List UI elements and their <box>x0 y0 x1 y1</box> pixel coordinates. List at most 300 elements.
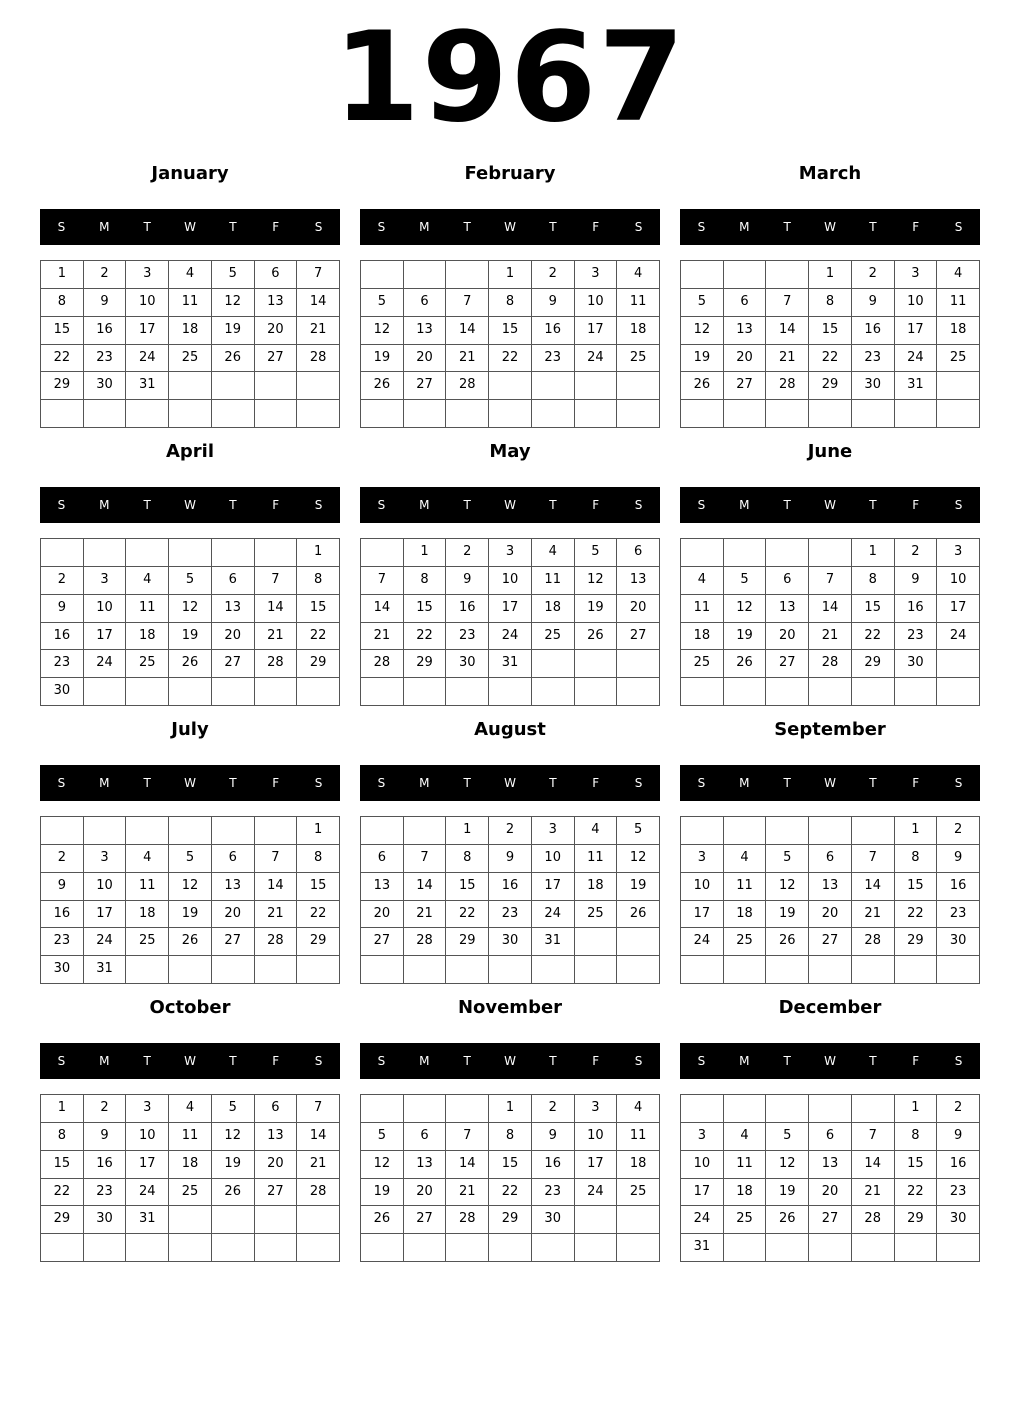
day-cell: 20 <box>809 1179 852 1207</box>
day-cell: 11 <box>724 873 767 901</box>
day-cell: 23 <box>852 345 895 373</box>
day-cell: 5 <box>724 567 767 595</box>
empty-day-cell <box>361 817 404 845</box>
day-cell: 24 <box>575 1179 618 1207</box>
weekday-label: M <box>99 498 110 512</box>
day-cell: 30 <box>84 372 127 400</box>
day-cell: 30 <box>41 678 84 706</box>
month-name: June <box>807 441 853 462</box>
weekday-header <box>40 765 340 801</box>
empty-day-cell <box>255 956 298 984</box>
empty-day-cell <box>681 1095 724 1123</box>
weekday-label: S <box>697 776 706 790</box>
day-cell: 2 <box>532 1095 575 1123</box>
day-cell: 15 <box>895 1151 938 1179</box>
weekday-label: T <box>869 1054 877 1068</box>
empty-day-cell <box>446 1095 489 1123</box>
day-cell: 15 <box>446 873 489 901</box>
day-cell: 14 <box>361 595 404 623</box>
day-cell: 4 <box>617 261 660 289</box>
empty-day-cell <box>617 678 660 706</box>
weekday-header <box>680 209 980 245</box>
weekday-label: W <box>824 1054 836 1068</box>
days-grid <box>680 538 980 706</box>
empty-day-cell <box>404 956 447 984</box>
weekday-label: T <box>783 776 791 790</box>
day-cell: 15 <box>404 595 447 623</box>
day-cell: 21 <box>297 1151 340 1179</box>
day-cell: 3 <box>681 1123 724 1151</box>
weekday-label: T <box>229 220 237 234</box>
day-cell: 18 <box>126 901 169 929</box>
day-cell: 27 <box>766 650 809 678</box>
day-cell: 15 <box>809 317 852 345</box>
weekday-label: S <box>57 776 66 790</box>
day-cell: 12 <box>212 1123 255 1151</box>
empty-day-cell <box>852 956 895 984</box>
month-name: March <box>798 163 862 184</box>
weekday-label: T <box>143 498 151 512</box>
day-cell: 19 <box>724 623 767 651</box>
empty-day-cell <box>681 956 724 984</box>
day-cell: 22 <box>895 901 938 929</box>
empty-day-cell <box>84 678 127 706</box>
day-cell: 8 <box>852 567 895 595</box>
day-cell: 29 <box>404 650 447 678</box>
day-cell: 28 <box>852 928 895 956</box>
day-cell: 29 <box>895 1206 938 1234</box>
day-cell: 27 <box>255 1179 298 1207</box>
day-cell: 4 <box>126 845 169 873</box>
day-cell: 3 <box>937 539 980 567</box>
empty-day-cell <box>255 400 298 428</box>
day-cell: 5 <box>169 567 212 595</box>
day-cell: 8 <box>297 845 340 873</box>
day-cell: 14 <box>297 1123 340 1151</box>
empty-day-cell <box>446 956 489 984</box>
empty-day-cell <box>212 817 255 845</box>
empty-day-cell <box>809 1095 852 1123</box>
day-cell: 4 <box>532 539 575 567</box>
day-cell: 25 <box>532 623 575 651</box>
empty-day-cell <box>126 678 169 706</box>
day-cell: 6 <box>724 289 767 317</box>
day-cell: 29 <box>41 372 84 400</box>
day-cell: 10 <box>575 289 618 317</box>
day-cell: 25 <box>575 901 618 929</box>
day-cell: 4 <box>126 567 169 595</box>
empty-day-cell <box>617 1234 660 1262</box>
day-cell: 2 <box>937 817 980 845</box>
empty-day-cell <box>852 817 895 845</box>
day-cell: 15 <box>895 873 938 901</box>
weekday-label: S <box>634 498 643 512</box>
empty-day-cell <box>361 678 404 706</box>
day-cell: 8 <box>809 289 852 317</box>
day-cell: 10 <box>532 845 575 873</box>
day-cell: 16 <box>937 873 980 901</box>
day-cell: 13 <box>617 567 660 595</box>
day-cell: 22 <box>895 1179 938 1207</box>
day-cell: 10 <box>681 873 724 901</box>
empty-day-cell <box>575 1206 618 1234</box>
empty-day-cell <box>169 1234 212 1262</box>
empty-day-cell <box>212 372 255 400</box>
empty-day-cell <box>126 400 169 428</box>
day-cell: 16 <box>937 1151 980 1179</box>
weekday-label: S <box>314 498 323 512</box>
day-cell: 3 <box>126 1095 169 1123</box>
day-cell: 17 <box>937 595 980 623</box>
day-cell: 31 <box>126 1206 169 1234</box>
day-cell: 3 <box>126 261 169 289</box>
day-cell: 26 <box>212 345 255 373</box>
empty-day-cell <box>895 956 938 984</box>
day-cell: 8 <box>41 289 84 317</box>
day-cell: 19 <box>169 901 212 929</box>
weekday-label: S <box>314 776 323 790</box>
empty-day-cell <box>212 678 255 706</box>
day-cell: 25 <box>169 1179 212 1207</box>
day-cell: 6 <box>404 289 447 317</box>
day-cell: 8 <box>489 289 532 317</box>
weekday-header <box>40 1043 340 1079</box>
day-cell: 21 <box>446 1179 489 1207</box>
weekday-label: S <box>954 1054 963 1068</box>
day-cell: 9 <box>532 1123 575 1151</box>
empty-day-cell <box>84 817 127 845</box>
day-cell: 30 <box>41 956 84 984</box>
weekday-label: S <box>954 498 963 512</box>
empty-day-cell <box>126 1234 169 1262</box>
empty-day-cell <box>809 817 852 845</box>
day-cell: 11 <box>724 1151 767 1179</box>
day-cell: 19 <box>681 345 724 373</box>
day-cell: 5 <box>575 539 618 567</box>
weekday-header <box>360 209 660 245</box>
weekday-label: W <box>504 498 516 512</box>
empty-day-cell <box>937 678 980 706</box>
empty-day-cell <box>169 1206 212 1234</box>
month-name: August <box>474 719 546 740</box>
day-cell: 17 <box>575 1151 618 1179</box>
day-cell: 9 <box>84 1123 127 1151</box>
day-cell: 18 <box>532 595 575 623</box>
day-cell: 3 <box>489 539 532 567</box>
day-cell: 17 <box>575 317 618 345</box>
empty-day-cell <box>575 372 618 400</box>
day-cell: 22 <box>404 623 447 651</box>
weekday-label: F <box>272 220 280 234</box>
day-cell: 15 <box>489 317 532 345</box>
day-cell: 2 <box>937 1095 980 1123</box>
weekday-header <box>360 487 660 523</box>
day-cell: 18 <box>617 317 660 345</box>
weekday-label: T <box>869 498 877 512</box>
empty-day-cell <box>169 539 212 567</box>
month-name: December <box>778 997 882 1018</box>
day-cell: 28 <box>852 1206 895 1234</box>
empty-day-cell <box>404 400 447 428</box>
day-cell: 15 <box>297 873 340 901</box>
empty-day-cell <box>575 650 618 678</box>
day-cell: 22 <box>41 1179 84 1207</box>
empty-day-cell <box>852 1095 895 1123</box>
day-cell: 21 <box>852 1179 895 1207</box>
day-cell: 15 <box>297 595 340 623</box>
day-cell: 28 <box>255 650 298 678</box>
weekday-label: F <box>912 1054 920 1068</box>
day-cell: 31 <box>681 1234 724 1262</box>
day-cell: 1 <box>41 261 84 289</box>
day-cell: 22 <box>41 345 84 373</box>
month-name: September <box>774 719 886 740</box>
days-grid <box>40 538 340 706</box>
day-cell: 24 <box>681 928 724 956</box>
weekday-label: T <box>869 776 877 790</box>
day-cell: 17 <box>532 873 575 901</box>
day-cell: 10 <box>575 1123 618 1151</box>
day-cell: 7 <box>809 567 852 595</box>
day-cell: 16 <box>84 317 127 345</box>
day-cell: 29 <box>852 650 895 678</box>
day-cell: 13 <box>255 1123 298 1151</box>
weekday-label: T <box>143 220 151 234</box>
weekday-label: F <box>272 776 280 790</box>
day-cell: 20 <box>212 901 255 929</box>
empty-day-cell <box>575 400 618 428</box>
month-name: November <box>457 997 563 1018</box>
weekday-label: F <box>272 498 280 512</box>
day-cell: 1 <box>404 539 447 567</box>
day-cell: 25 <box>724 1206 767 1234</box>
day-cell: 17 <box>489 595 532 623</box>
empty-day-cell <box>361 261 404 289</box>
empty-day-cell <box>681 817 724 845</box>
empty-day-cell <box>169 400 212 428</box>
weekday-label: S <box>634 220 643 234</box>
empty-day-cell <box>84 1234 127 1262</box>
empty-day-cell <box>895 678 938 706</box>
month-name: January <box>151 163 229 184</box>
day-cell: 19 <box>617 873 660 901</box>
day-cell: 2 <box>852 261 895 289</box>
empty-day-cell <box>297 956 340 984</box>
day-cell: 18 <box>169 1151 212 1179</box>
empty-day-cell <box>41 400 84 428</box>
days-grid <box>40 1094 340 1262</box>
day-cell: 7 <box>255 567 298 595</box>
weekday-label: W <box>184 776 196 790</box>
day-cell: 21 <box>446 345 489 373</box>
day-cell: 4 <box>169 1095 212 1123</box>
empty-day-cell <box>532 678 575 706</box>
day-cell: 17 <box>84 623 127 651</box>
day-cell: 10 <box>84 595 127 623</box>
day-cell: 27 <box>724 372 767 400</box>
day-cell: 25 <box>126 650 169 678</box>
day-cell: 20 <box>404 1179 447 1207</box>
empty-day-cell <box>575 928 618 956</box>
day-cell: 21 <box>255 623 298 651</box>
day-cell: 21 <box>809 623 852 651</box>
day-cell: 12 <box>169 873 212 901</box>
weekday-label: M <box>419 776 430 790</box>
day-cell: 18 <box>681 623 724 651</box>
day-cell: 17 <box>895 317 938 345</box>
day-cell: 22 <box>852 623 895 651</box>
empty-day-cell <box>297 678 340 706</box>
day-cell: 23 <box>41 650 84 678</box>
day-cell: 13 <box>361 873 404 901</box>
day-cell: 18 <box>937 317 980 345</box>
weekday-label: S <box>634 1054 643 1068</box>
day-cell: 29 <box>446 928 489 956</box>
day-cell: 23 <box>937 901 980 929</box>
day-cell: 11 <box>681 595 724 623</box>
day-cell: 8 <box>297 567 340 595</box>
day-cell: 19 <box>766 1179 809 1207</box>
day-cell: 25 <box>169 345 212 373</box>
day-cell: 8 <box>895 845 938 873</box>
empty-day-cell <box>809 539 852 567</box>
day-cell: 20 <box>809 901 852 929</box>
day-cell: 12 <box>766 873 809 901</box>
empty-day-cell <box>617 928 660 956</box>
weekday-label: T <box>549 220 557 234</box>
month-name: February <box>464 163 556 184</box>
day-cell: 31 <box>489 650 532 678</box>
day-cell: 16 <box>532 317 575 345</box>
empty-day-cell <box>766 400 809 428</box>
day-cell: 14 <box>766 317 809 345</box>
empty-day-cell <box>169 817 212 845</box>
empty-day-cell <box>489 678 532 706</box>
empty-day-cell <box>724 817 767 845</box>
day-cell: 18 <box>126 623 169 651</box>
empty-day-cell <box>809 678 852 706</box>
empty-day-cell <box>766 1234 809 1262</box>
empty-day-cell <box>404 678 447 706</box>
month-name: May <box>489 441 531 462</box>
day-cell: 23 <box>489 901 532 929</box>
day-cell: 28 <box>446 372 489 400</box>
empty-day-cell <box>361 400 404 428</box>
day-cell: 27 <box>212 650 255 678</box>
empty-day-cell <box>404 1234 447 1262</box>
weekday-label: S <box>377 220 386 234</box>
day-cell: 13 <box>724 317 767 345</box>
day-cell: 30 <box>852 372 895 400</box>
weekday-label: T <box>143 1054 151 1068</box>
weekday-label: M <box>739 498 750 512</box>
weekday-label: F <box>592 220 600 234</box>
days-grid <box>680 260 980 428</box>
day-cell: 24 <box>84 928 127 956</box>
month-name: April <box>165 441 215 462</box>
day-cell: 16 <box>41 901 84 929</box>
weekday-label: T <box>783 1054 791 1068</box>
empty-day-cell <box>937 372 980 400</box>
day-cell: 9 <box>41 873 84 901</box>
day-cell: 4 <box>724 1123 767 1151</box>
days-grid <box>40 260 340 428</box>
day-cell: 28 <box>297 345 340 373</box>
weekday-header <box>680 487 980 523</box>
day-cell: 26 <box>575 623 618 651</box>
empty-day-cell <box>617 400 660 428</box>
day-cell: 24 <box>895 345 938 373</box>
day-cell: 13 <box>212 873 255 901</box>
day-cell: 27 <box>404 1206 447 1234</box>
day-cell: 26 <box>681 372 724 400</box>
day-cell: 9 <box>489 845 532 873</box>
day-cell: 8 <box>895 1123 938 1151</box>
day-cell: 13 <box>255 289 298 317</box>
day-cell: 7 <box>404 845 447 873</box>
day-cell: 5 <box>681 289 724 317</box>
day-cell: 21 <box>404 901 447 929</box>
day-cell: 2 <box>41 845 84 873</box>
weekday-label: T <box>549 776 557 790</box>
empty-day-cell <box>681 400 724 428</box>
day-cell: 2 <box>41 567 84 595</box>
day-cell: 6 <box>255 1095 298 1123</box>
day-cell: 18 <box>575 873 618 901</box>
days-grid <box>40 816 340 984</box>
day-cell: 29 <box>41 1206 84 1234</box>
day-cell: 15 <box>489 1151 532 1179</box>
day-cell: 5 <box>617 817 660 845</box>
day-cell: 26 <box>361 1206 404 1234</box>
day-cell: 6 <box>809 845 852 873</box>
empty-day-cell <box>212 539 255 567</box>
day-cell: 2 <box>84 1095 127 1123</box>
day-cell: 13 <box>404 317 447 345</box>
day-cell: 14 <box>446 317 489 345</box>
weekday-label: S <box>377 498 386 512</box>
empty-day-cell <box>212 1206 255 1234</box>
day-cell: 6 <box>212 845 255 873</box>
empty-day-cell <box>852 400 895 428</box>
empty-day-cell <box>361 1234 404 1262</box>
weekday-label: S <box>377 776 386 790</box>
day-cell: 3 <box>84 567 127 595</box>
empty-day-cell <box>446 1234 489 1262</box>
weekday-header <box>360 765 660 801</box>
empty-day-cell <box>681 678 724 706</box>
day-cell: 16 <box>532 1151 575 1179</box>
day-cell: 18 <box>169 317 212 345</box>
day-cell: 26 <box>361 372 404 400</box>
day-cell: 6 <box>617 539 660 567</box>
day-cell: 14 <box>255 595 298 623</box>
empty-day-cell <box>404 261 447 289</box>
day-cell: 5 <box>361 289 404 317</box>
weekday-header <box>360 1043 660 1079</box>
day-cell: 5 <box>766 845 809 873</box>
day-cell: 30 <box>84 1206 127 1234</box>
day-cell: 17 <box>126 317 169 345</box>
day-cell: 22 <box>446 901 489 929</box>
day-cell: 3 <box>895 261 938 289</box>
day-cell: 25 <box>724 928 767 956</box>
empty-day-cell <box>575 678 618 706</box>
day-cell: 25 <box>617 345 660 373</box>
empty-day-cell <box>937 400 980 428</box>
day-cell: 16 <box>41 623 84 651</box>
day-cell: 14 <box>852 873 895 901</box>
